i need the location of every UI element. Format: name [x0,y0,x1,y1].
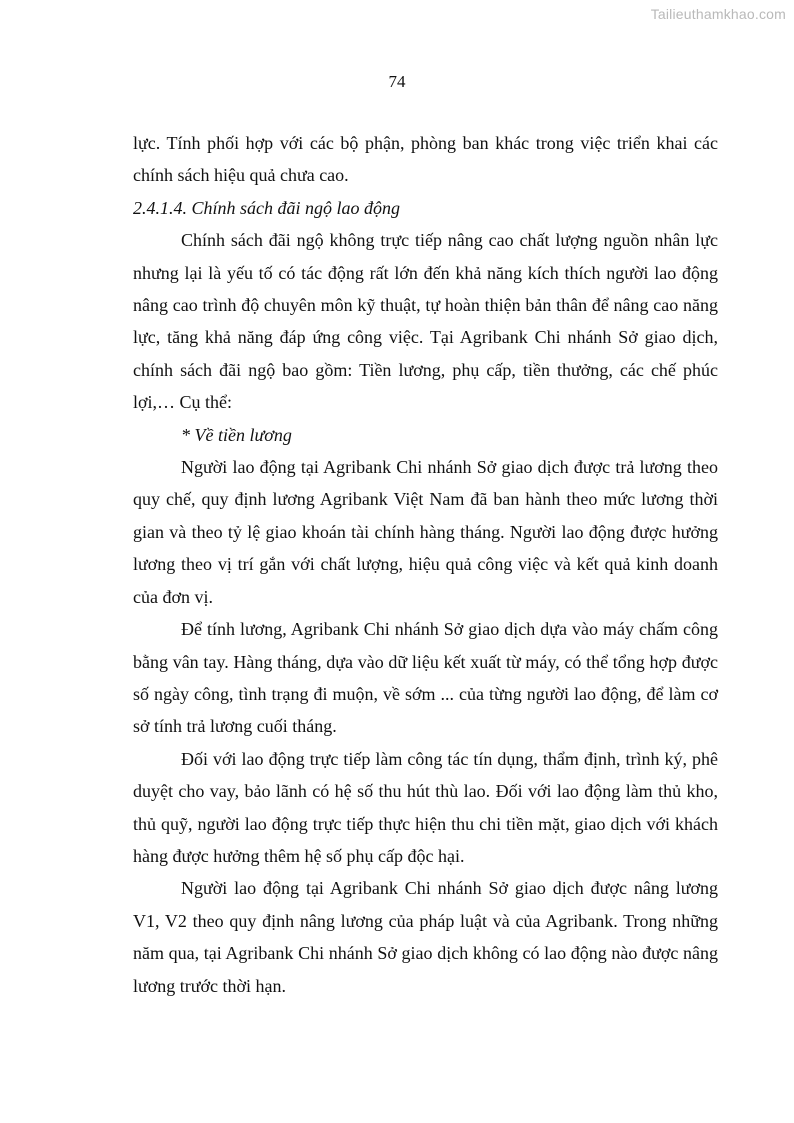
paragraph-allowance: Đối với lao động trực tiếp làm công tác tín dụng, thẩm định, trình ký, phê duyệt cho vay, bảo lãnh có hệ số thu hút thù lao. Đối với lao động làm thủ kho, thủ quỹ, người lao động trực tiếp thực hiện thu chi tiền mặt, giao dịch với khách hàng được hưởng thêm hệ số phụ cấp độc hại. [133,748,718,866]
section-heading: 2.4.1.4. Chính sách đãi ngộ lao động [133,197,401,218]
page-number: 74 [388,72,406,91]
paragraph-salary-policy: Người lao động tại Agribank Chi nhánh Sở giao dịch được trả lương theo quy chế, quy định lương Agribank Việt Nam đã ban hành theo mức lương thời gian và theo tỷ lệ giao khoán tài chính hàng tháng. Người lao động được hưởng lương theo vị trí gắn với chất lượng, hiệu quả công việc và kết quả kinh doanh của đơn vị. [133,457,718,607]
watermark: Tailieuthamkhao.com [650,6,786,22]
paragraph-intro: Chính sách đãi ngộ không trực tiếp nâng cao chất lượng nguồn nhân lực nhưng lại là yếu tố có tác động rất lớn đến khả năng kích thích người lao động nâng cao trình độ chuyên môn kỹ thuật, tự hoàn thiện bản thân để nâng cao năng lực, tăng khả năng đáp ứng công việc. Tại Agribank Chi nhánh Sở giao dịch, chính sách đãi ngộ bao gồm: Tiền lương, phụ cấp, tiền thưởng, các chế phúc lợi,… Cụ thể: [133,230,718,413]
paragraph-timekeeping: Để tính lương, Agribank Chi nhánh Sở giao dịch dựa vào máy chấm công bằng vân tay. Hàng tháng, dựa vào dữ liệu kết xuất từ máy, có thể tổng hợp được số ngày công, tình trạng đi muộn, về sớm ... của từng người lao động, để làm cơ sở tính trả lương cuối tháng. [133,619,718,737]
subsection-heading: * Về tiền lương [181,424,292,445]
paragraph-salary-raise: Người lao động tại Agribank Chi nhánh Sở giao dịch được nâng lương V1, V2 theo quy định nâng lương của pháp luật và của Agribank. Trong những năm qua, tại Agribank Chi nhánh Sở giao dịch không có lao động nào được nâng lương trước thời hạn. [133,878,718,996]
paragraph-continuation: lực. Tính phối hợp với các bộ phận, phòng ban khác trong việc triển khai các chính sách hiệu quả chưa cao. [133,133,718,186]
page-body [133,127,718,1002]
